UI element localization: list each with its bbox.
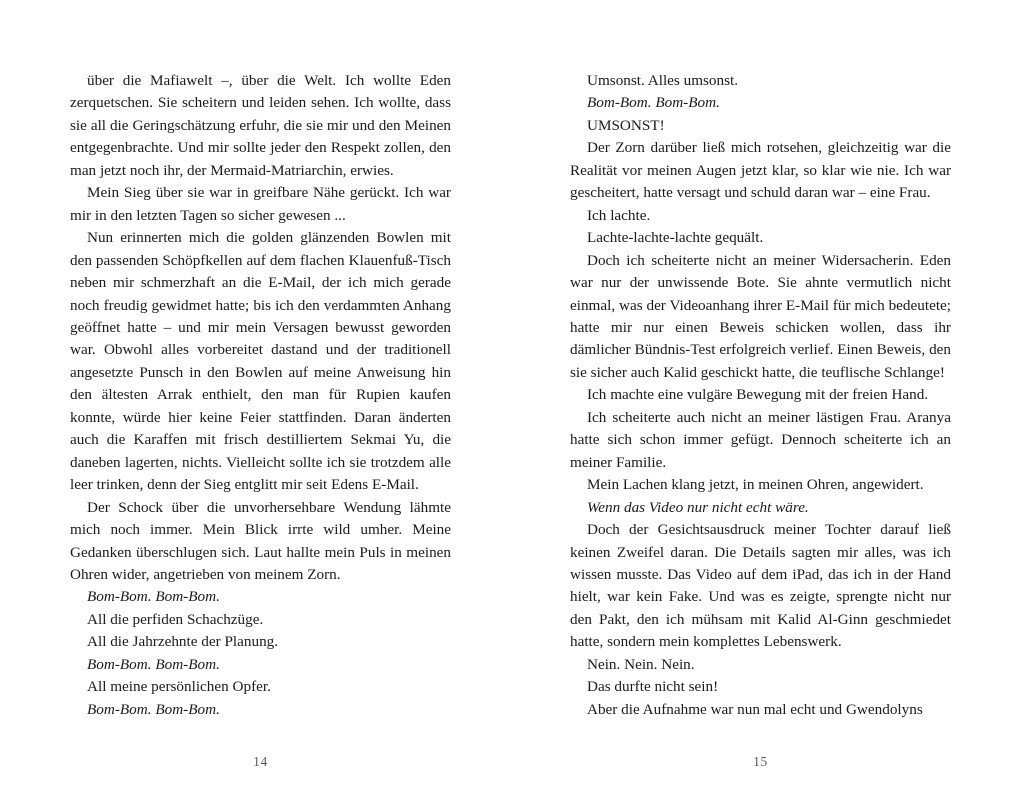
paragraph: Doch der Gesichtsausdruck meiner Tochter darauf ließ keinen Zweifel daran. Die Details sagten mir alles, was ich wissen musste. Das Video auf dem iPad, das ich in der Hand hielt, war kein Fake. Und was es zeigte, sprengte nicht nur den Pakt, den ich mühsam mit Kalid Al-Ginn geschmiedet hatte, sondern mein komplettes Lebenswerk. <box>570 521 951 651</box>
page-number-left: 14 <box>253 754 268 769</box>
paragraph-emphasis: Wenn das Video nur nicht echt wäre. <box>587 498 809 516</box>
paragraph: Nun erinnerten mich die golden glänzenden Bowlen mit den passenden Schöpfkellen auf dem flachen Klauenfuß-Tisch neben mir schmerzhaft an die E-Mail, der ich mich gerade noch freudig gewidmet hatte; bis ich den verdammten Anhang geöffnet hatte – und mir mein Versagen bewusst geworden war. Obwohl alles vorbereitet dastand und der traditionell angesetzte Punsch in den Bowlen auf meine Anweisung hin den ältesten Arrak enthielt, den man für Rupien kaufen konnte, würde hier keine Feier stattfinden. Daran änderten auch die Karaffen mit frisch destilliertem Sekmai Yu, die daneben lagerten, nichts. Vielleicht sollte ich sie trotzdem alle leer trinken, denn der Sieg entglitt mir seit Edens E-Mail. <box>70 229 451 494</box>
paragraph-refrain: Bom-Bom. Bom-Bom. <box>587 94 720 112</box>
paragraph-refrain: Bom-Bom. Bom-Bom. <box>87 655 220 673</box>
paragraph: Ich lachte. <box>587 206 651 224</box>
paragraph: All meine persönlichen Opfer. <box>87 678 271 696</box>
page-number-right: 15 <box>753 754 768 769</box>
paragraph: Lachte-lachte-lachte gequält. <box>587 229 764 247</box>
page-right-text-column <box>570 70 951 718</box>
page-left-text-column <box>70 70 451 718</box>
paragraph: Das durfte nicht sein! <box>587 678 719 696</box>
paragraph: All die Jahrzehnte der Planung. <box>87 633 279 651</box>
paragraph: Umsonst. Alles umsonst. <box>587 72 739 89</box>
paragraph: Doch ich scheiterte nicht an meiner Widersacherin. Eden war nur der unwissende Bote. Sie ahnte vermutlich nicht einmal, was der Videoanhang ihrer E-Mail für mich bedeutete; hatte mir nur einen Beweis schicken wollen, dass ihr dämlicher Bündnis-Test erfolgreich verlief. Einen Beweis, den sie sicher auch Kalid geschickt hatte, die teuflische Schlange! <box>570 251 951 381</box>
paragraph-refrain: Bom-Bom. Bom-Bom. <box>87 700 220 718</box>
paragraph: über die Mafiawelt –, über die Welt. Ich wollte Eden zerquetschen. Sie scheitern und leiden sehen. Ich wollte, dass sie all die Geringschätzung erfuhr, die sie mir und den Meinen entgegenbrachte. Und mir sollte jeder den Respekt zollen, den man jetzt noch ihr, der Mermaid-Matriarchin, erwies. <box>70 72 451 179</box>
paragraph: Der Zorn darüber ließ mich rotsehen, gleichzeitig war die Realität vor meinen Augen jetzt klar, so klar wie nie. Ich war gescheitert, hatte versagt und schuld daran war – eine Frau. <box>570 139 951 202</box>
paragraph: Mein Sieg über sie war in greifbare Nähe gerückt. Ich war mir in den letzten Tagen so sicher gewesen ... <box>70 184 451 224</box>
paragraph-continued: Aber die Aufnahme war nun mal echt und Gwendolyns <box>587 700 923 718</box>
paragraph: Nein. Nein. Nein. <box>587 655 695 673</box>
paragraph-refrain: Bom-Bom. Bom-Bom. <box>87 588 220 606</box>
paragraph: Der Schock über die unvorhersehbare Wendung lähmte mich noch immer. Mein Blick irrte wild umher. Meine Gedanken überschlugen sich. Laut hallte mein Puls in meinen Ohren wider, angetrieben von meinem Zorn. <box>70 498 451 583</box>
paragraph: All die perfiden Schachzüge. <box>87 610 264 628</box>
paragraph: Ich machte eine vulgäre Bewegung mit der freien Hand. <box>587 386 929 404</box>
paragraph: Ich scheiterte auch nicht an meiner lästigen Frau. Aranya hatte sich schon immer gefügt. Dennoch scheiterte ich an meiner Familie. <box>570 408 951 471</box>
paragraph: UMSONST! <box>587 116 665 134</box>
page-right <box>510 0 1020 812</box>
paragraph: Mein Lachen klang jetzt, in meinen Ohren, angewidert. <box>587 476 924 494</box>
